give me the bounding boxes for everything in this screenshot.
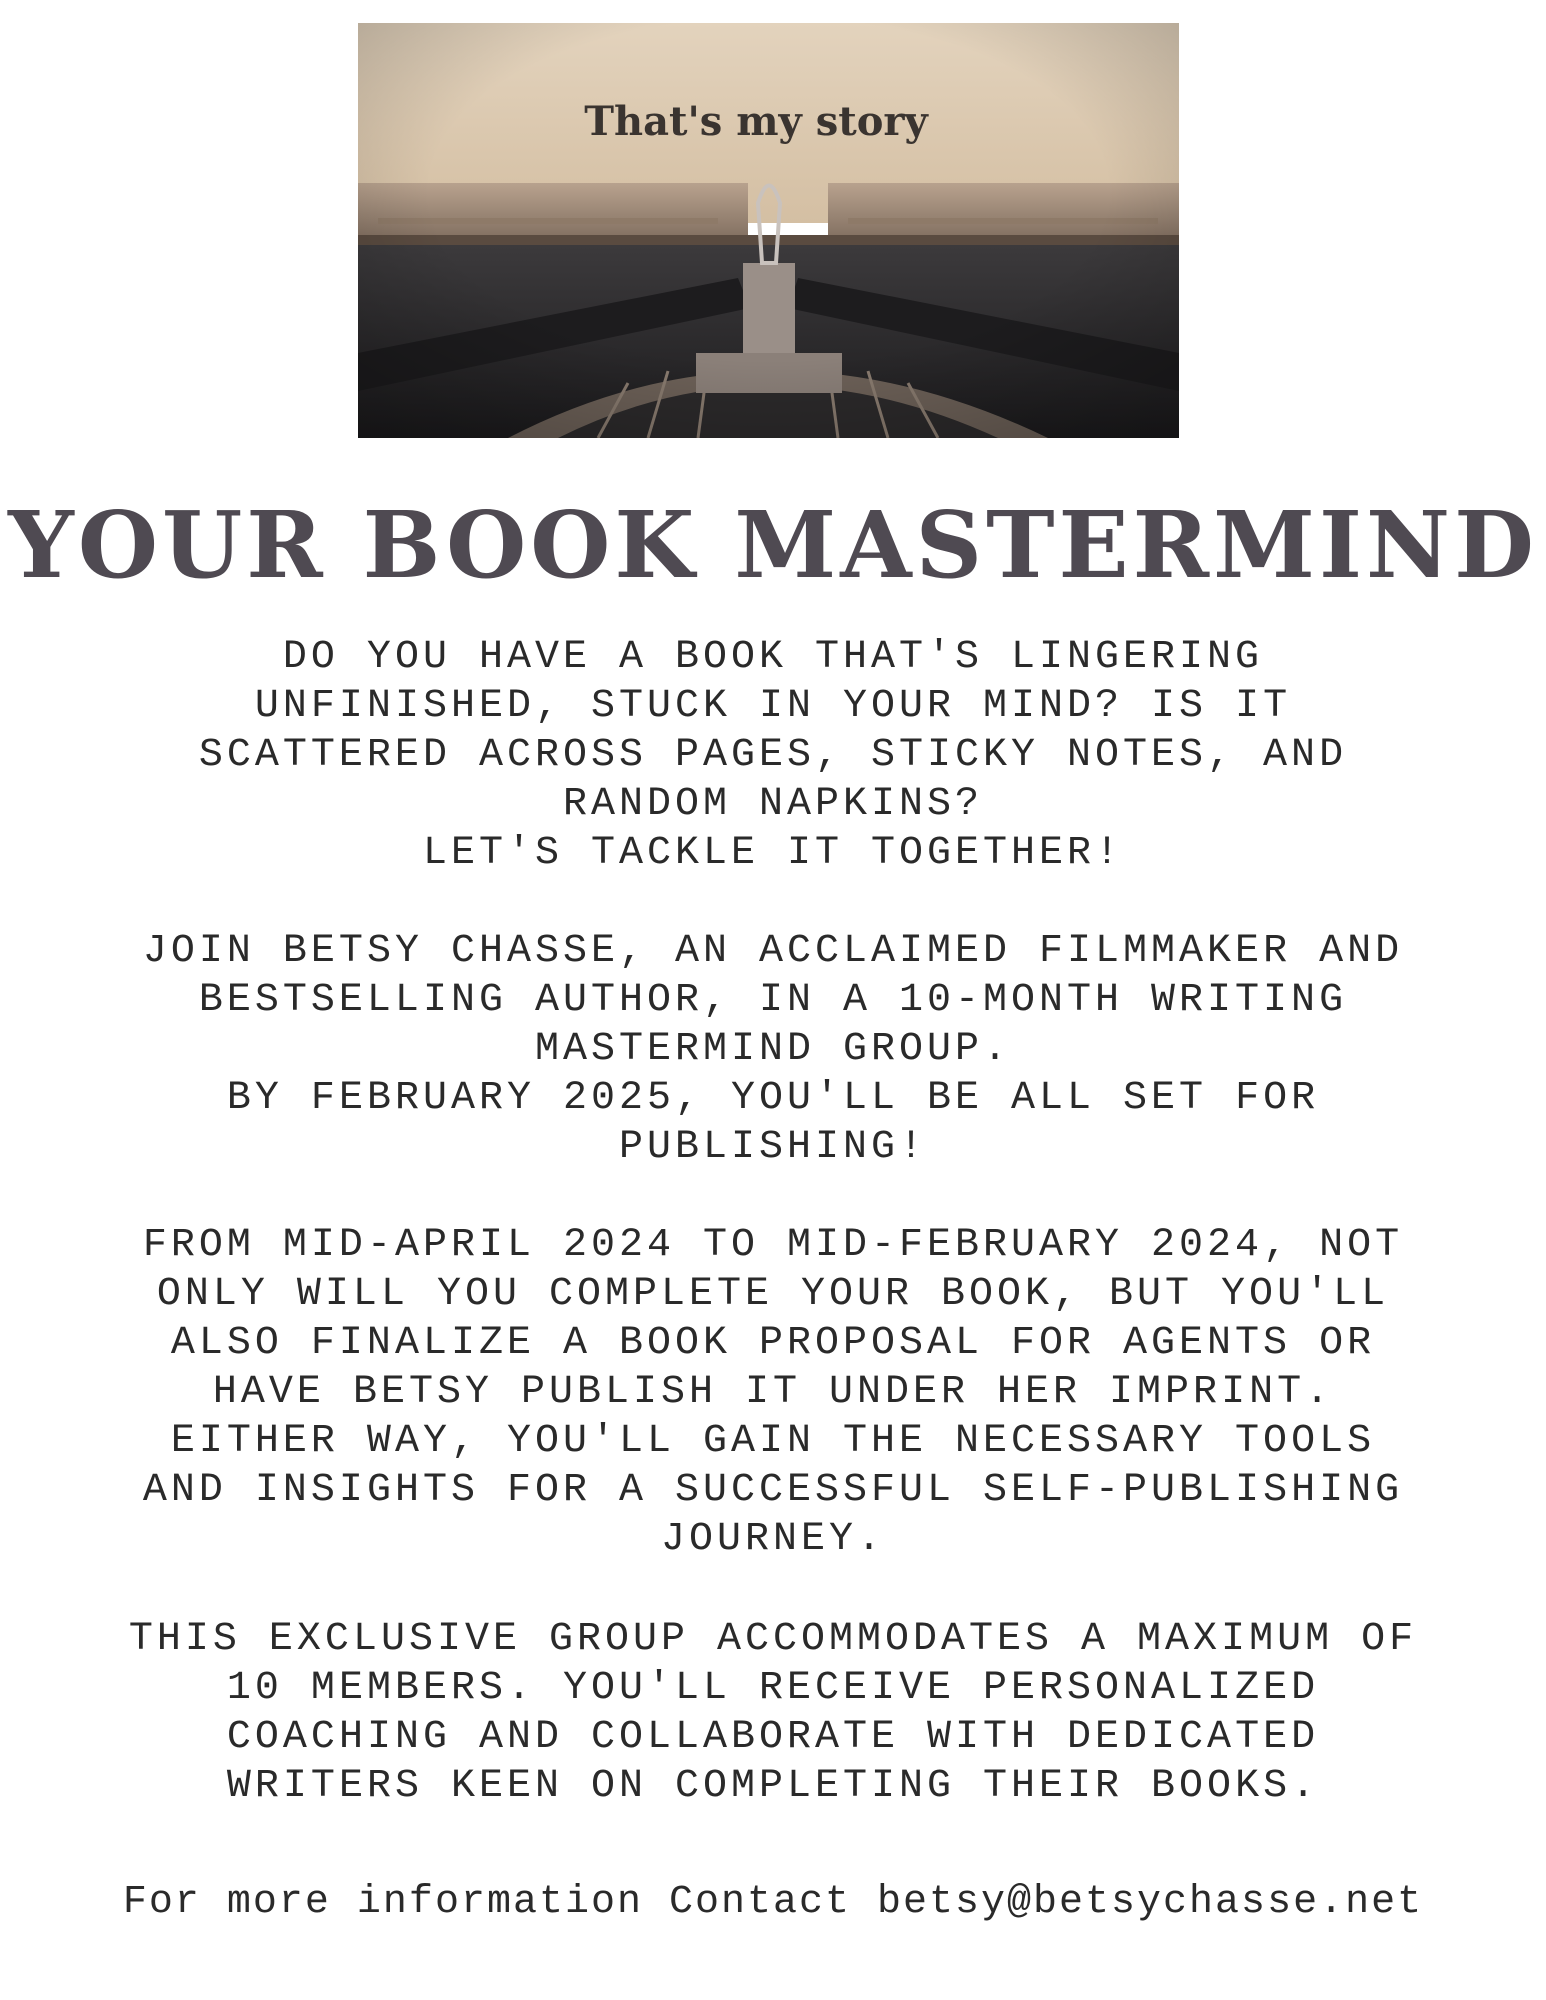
text-line: HAVE BETSY PUBLISH IT UNDER HER IMPRINT.	[212, 1370, 1334, 1415]
text-line: LET'S TACKLE IT TOGETHER!	[422, 831, 1124, 876]
text-line: MASTERMIND GROUP.	[534, 1027, 1012, 1072]
text-line: ONLY WILL YOU COMPLETE YOUR BOOK, BUT YOU'LL	[156, 1272, 1390, 1317]
text-line: AND INSIGHTS FOR A SUCCESSFUL SELF-PUBLISHING	[142, 1468, 1404, 1513]
text-line: 10 MEMBERS. YOU'LL RECEIVE PERSONALIZED	[226, 1666, 1320, 1711]
text-line: WRITERS KEEN ON COMPLETING THEIR BOOKS.	[226, 1764, 1320, 1809]
schedule-paragraph	[30, 1221, 1516, 1564]
intro-paragraph	[30, 633, 1516, 878]
text-line: RANDOM NAPKINS?	[562, 782, 984, 827]
text-line: JOURNEY.	[660, 1517, 886, 1562]
text-line: EITHER WAY, YOU'LL GAIN THE NECESSARY TOOLS	[170, 1419, 1376, 1464]
contact-line: For more information Contact betsy@betsychasse.net	[122, 1880, 1424, 1925]
text-line: FROM MID-APRIL 2024 TO MID-FEBRUARY 2024, NOT	[142, 1223, 1404, 1268]
group-paragraph	[30, 1615, 1516, 1811]
join-paragraph	[30, 927, 1516, 1172]
text-line: UNFINISHED, STUCK IN YOUR MIND? IS IT	[254, 684, 1292, 729]
text-line: BESTSELLING AUTHOR, IN A 10-MONTH WRITING	[198, 978, 1348, 1023]
page-title: YOUR BOOK MASTERMIND	[8, 491, 1538, 599]
text-line: ALSO FINALIZE A BOOK PROPOSAL FOR AGENTS OR	[170, 1321, 1376, 1366]
text-line: JOIN BETSY CHASSE, AN ACCLAIMED FILMMAKER AND	[142, 929, 1404, 974]
text-line: BY FEBRUARY 2025, YOU'LL BE ALL SET FOR	[226, 1076, 1320, 1121]
text-line: DO YOU HAVE A BOOK THAT'S LINGERING	[282, 635, 1264, 680]
text-line: THIS EXCLUSIVE GROUP ACCOMMODATES A MAXIMUM OF	[128, 1617, 1418, 1662]
text-line: SCATTERED ACROSS PAGES, STICKY NOTES, AND	[198, 733, 1348, 778]
text-line: PUBLISHING!	[618, 1125, 928, 1170]
text-line: COACHING AND COLLABORATE WITH DEDICATED	[226, 1715, 1320, 1760]
typewriter-photo	[358, 23, 1179, 438]
